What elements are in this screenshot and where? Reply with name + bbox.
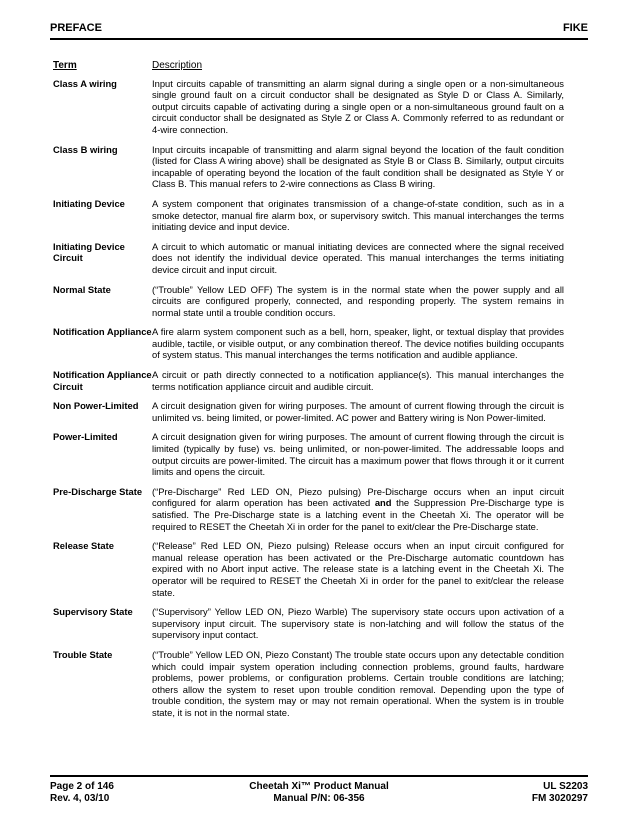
term-cell: Supervisory State: [53, 606, 133, 618]
table-row: [53, 369, 564, 392]
fm-approval: FM 3020297: [531, 793, 588, 804]
header-rule: [50, 38, 588, 40]
column-header-term: Term: [53, 60, 77, 71]
footer-rule: [50, 775, 588, 777]
term-cell: Power-Limited: [53, 431, 118, 443]
description-cell: (“Release” Red LED ON, Piezo pulsing) Release occurs when an input circuit configured for manual release operation has been activated or the Pre-Discharge automatic countdown has expired with no Abort input active. The release state is a latching event in the Cheetah Xi. The operator will be required to RESET the Cheetah Xi in order for the panel to exit/clear the release state.: [152, 540, 564, 598]
description-cell: [152, 486, 564, 532]
term-cell: Initiating Device: [53, 197, 125, 209]
description-cell: A fire alarm system component such as a bell, horn, speaker, light, or textual display that provides audible, tactile, or visible output, or any combination thereof. The device notifies building occupants of system status. This manual interchanges the terms notification and audible appliance.: [152, 326, 564, 361]
description-cell: A circuit designation given for wiring purposes. The amount of current flowing through the circuit is unlimited vs. being limited, or power-limited. AC power and Battery wiring is Non Power-limited.: [152, 400, 564, 423]
term-cell: Trouble State: [53, 648, 113, 660]
description-cell: (“Trouble” Yellow LED OFF) The system is in the normal state when the power supply and all circuits are configured properly, connected, and responding properly. The system remains in normal state until a trouble condition occurs.: [152, 283, 564, 318]
description-cell: Input circuits capable of transmitting an alarm signal during a single open or a non-simultaneous single ground fault on a circuit conductor shall be designated as Style D or Class A. Similarly, output circuits capable of activating during a single open or a non-simultaneous ground fault on a circuit conductor shall be designated as Style Z or Class A. Commonly referred to as redundant or 4-wire connection.: [152, 77, 564, 135]
section-title: PREFACE: [50, 22, 102, 34]
description-text: (“Pre-Discharge” Red LED ON, Piezo pulsing) Pre-Discharge occurs when an input circuit configured for alarm operation has been activated: [152, 485, 564, 509]
description-cell: A circuit to which automatic or manual initiating devices are connected where the signal received does not identify the individual device operated. This manual interchanges the terms initiating device circuit and input circuit.: [152, 240, 564, 275]
description-cell: A circuit designation given for wiring purposes. The amount of current flowing through the circuit is limited (typically by fuse) vs. being unlimited, or non-power-limited. The addressable loops and output circuits are power-limited. The circuit has a maximum power that flows through it or it current limits and opens the circuit.: [152, 431, 564, 478]
term-cell: Class B wiring: [53, 143, 118, 155]
term-cell: Non Power-Limited: [53, 400, 139, 412]
description-emphasis: and: [374, 497, 392, 509]
table-row: [53, 400, 564, 423]
description-cell: Input circuits incapable of transmitting and alarm signal beyond the location of the fault condition (listed for Class A wiring above) shall be designated as Style B or Class B. Similarly, output circuits incapable of operating beyond the location of the fault condition shall be designated as Style Y or Class B. This manual refers to 2-wire connections as Class B wiring.: [152, 143, 564, 190]
terms-table: [53, 60, 564, 727]
term-cell: Class A wiring: [53, 77, 117, 89]
description-cell: (“Trouble” Yellow LED ON, Piezo Constant) The trouble state occurs upon any detectable condition which could impair system operation including connection problems, ground faults, hardware problems, power problems, or configuration problems. Certain trouble conditions are latching; others allow the system to reset upon trouble condition removal. Depending upon the type of trouble condition, the system may or may not remain operational. When the system is in trouble state, it is not in the normal state.: [152, 648, 564, 718]
table-row: [53, 144, 564, 190]
term-cell: Notification Appliance: [53, 326, 152, 338]
description-cell: A circuit or path directly connected to a notification appliance(s). This manual interchanges the terms notification appliance circuit and audible circuit.: [152, 369, 564, 392]
page-number: Page 2 of 146: [50, 781, 114, 792]
ul-listing: UL S2203: [543, 781, 588, 792]
table-row: [53, 649, 564, 719]
company-name: FIKE: [562, 22, 588, 34]
manual-part-number: Manual P/N: 06-356: [273, 793, 365, 804]
term-cell: Notification Appliance Circuit: [53, 369, 152, 392]
footer-right: [532, 781, 588, 805]
description-text: the Suppression Pre-Discharge type is satisfied. The Pre-Discharge state is a latching event in the Cheetah Xi. The operator will be required to RESET the Cheetah Xi in order for the panel to exit/clear the Pre-Discharge state.: [152, 497, 564, 532]
table-row: [53, 486, 564, 532]
column-header-description: Description: [152, 60, 203, 71]
table-row: [53, 606, 564, 641]
revision: Rev. 4, 03/10: [50, 793, 110, 804]
table-row: [53, 198, 564, 233]
description-cell: (“Supervisory” Yellow LED ON, Piezo Warble) The supervisory state occurs upon activation of a supervisory input circuit. The supervisory state is non-latching and will follow the status of the supervisory input contact.: [152, 606, 564, 641]
table-header: [53, 60, 564, 72]
term-cell: Release State: [53, 540, 114, 552]
manual-title: Cheetah Xi™ Product Manual: [249, 781, 389, 792]
term-cell: Pre-Discharge State: [53, 485, 143, 497]
table-row: [53, 326, 564, 361]
page-header: [50, 22, 588, 37]
footer-center: [50, 781, 588, 805]
table-row: [53, 241, 564, 276]
description-cell: A system component that originates transmission of a change-of-state condition, such as in a smoke detector, manual fire alarm box, or supervisory switch. This manual interchanges the terms initiating device and input device.: [152, 197, 564, 233]
table-row: [53, 431, 564, 477]
table-row: [53, 284, 564, 319]
table-row: [53, 540, 564, 598]
table-row: [53, 78, 564, 136]
term-cell: Initiating Device Circuit: [53, 240, 125, 264]
term-cell: Normal State: [53, 283, 111, 295]
